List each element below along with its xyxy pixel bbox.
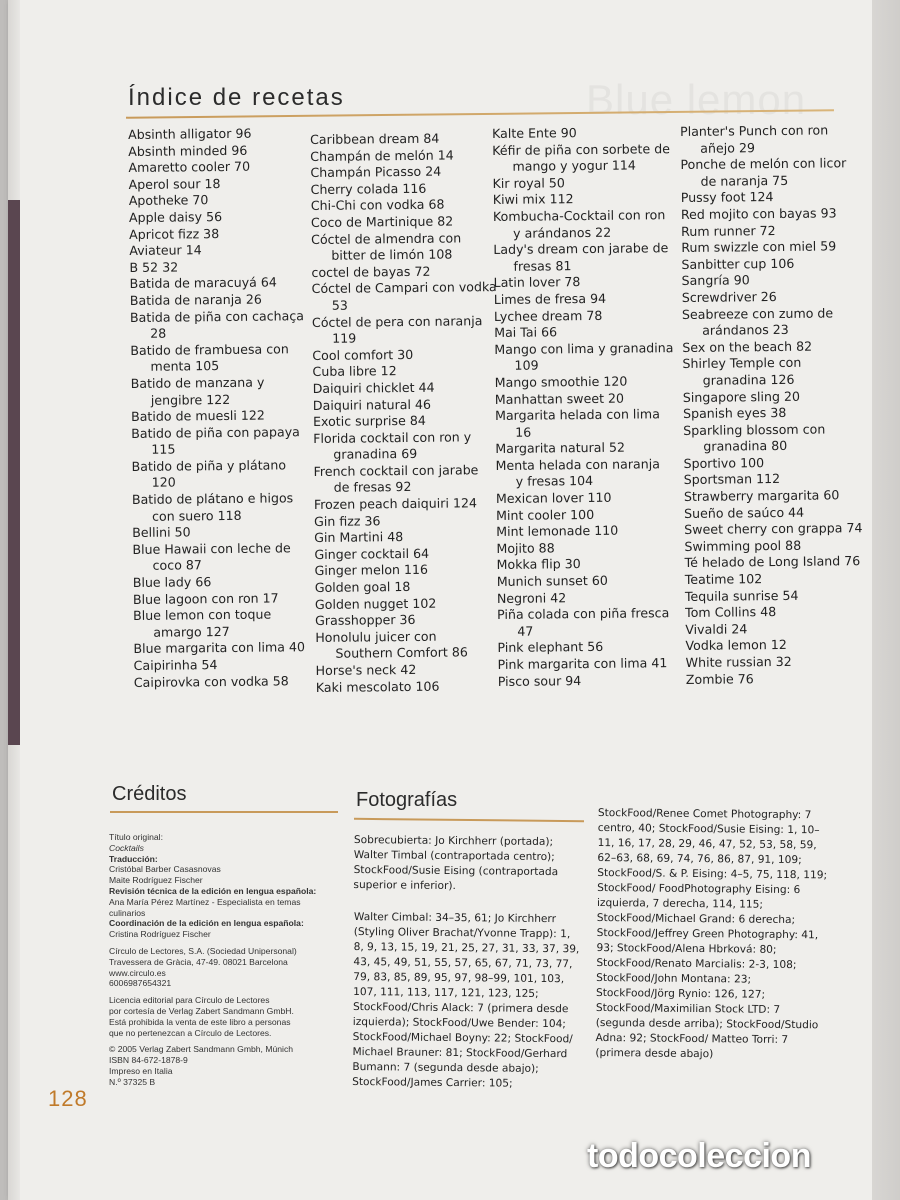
recipe-entry: Daiquiri natural 46 — [312, 396, 432, 413]
credits-title-rule — [110, 811, 338, 813]
recipe-entry: Gin Martini 48 — [314, 529, 404, 546]
recipe-entry: Zombie 76 — [685, 670, 754, 687]
recipe-entry: Sportivo 100 — [683, 455, 765, 471]
spine-color-bar — [8, 200, 20, 745]
recipe-entry: Cóctel de almendra con — [311, 229, 462, 247]
translator: Maite Rodríguez Fischer — [109, 875, 203, 886]
recipe-entry: Teatime 102 — [684, 571, 763, 588]
copyright-line: Impreso en Italia — [109, 1065, 173, 1076]
recipe-entry: Horse's neck 42 — [315, 661, 417, 678]
recipe-entry: Daiquiri chicklet 44 — [312, 379, 435, 396]
recipe-entry: Piña colada con piña fresca — [497, 605, 670, 623]
technical-reviewer: Ana María Pérez Martínez - Especialista en temas culinarios — [109, 896, 301, 918]
recipe-entry: Rum runner 72 — [681, 222, 776, 239]
recipe-entry: Absinth alligator 96 — [128, 125, 252, 142]
index-column-1 — [128, 125, 320, 691]
recipe-entry: Screwdriver 26 — [681, 288, 777, 305]
recipe-entry: Apricot fizz 38 — [129, 225, 220, 242]
recipe-entry: Blue lagoon con ron 17 — [132, 590, 279, 607]
recipe-entry: coctel de bayas 72 — [311, 263, 431, 280]
recipe-entry: Sweet cherry con grappa 74 — [684, 520, 863, 538]
recipe-entry: Mexican lover 110 — [495, 489, 612, 507]
coordination-label: Coordinación de la edición en lengua española: — [109, 918, 304, 929]
recipe-entry: Kaki mescolato 106 — [315, 678, 440, 695]
coordinator: Cristina Rodríguez Fischer — [109, 929, 211, 940]
recipe-entry: Seabreeze con zumo de — [681, 304, 834, 322]
recipe-entry: Blue Hawaii con leche de — [132, 540, 291, 557]
recipe-entry: Cuba libre 12 — [312, 363, 397, 380]
recipe-entry-continuation: arándanos 23 — [702, 321, 789, 338]
recipe-entry: Amaretto cooler 70 — [128, 158, 251, 176]
recipe-entry-continuation: de naranja 75 — [700, 172, 789, 189]
recipe-entry: Tequila sunrise 54 — [684, 587, 799, 604]
recipe-entry-continuation: fresas 81 — [513, 257, 572, 274]
publisher-line: www.circulo.es — [109, 967, 166, 978]
publisher-line: Círculo de Lectores, S.A. (Sociedad Unipersonal) — [109, 945, 297, 956]
recipe-entry-continuation: y fresas 104 — [515, 473, 594, 490]
recipe-entry: Batido de plátano e higos — [131, 490, 294, 508]
recipe-entry: Tom Collins 48 — [685, 604, 777, 621]
index-column-4 — [680, 122, 872, 688]
book-page — [8, 0, 872, 1200]
recipe-entry: Munich sunset 60 — [496, 572, 608, 590]
recipe-entry: Kir royal 50 — [492, 175, 565, 191]
technical-review-label: Revisión técnica de la edición en lengua española: — [109, 885, 317, 896]
watermark-logo: todocoleccion — [587, 1137, 811, 1175]
license-line: Licencia editorial para Círculo de Lectores — [109, 995, 270, 1006]
recipe-entry: Margarita helada con lima — [494, 406, 660, 424]
recipe-entry: Cóctel de pera con naranja — [311, 312, 483, 330]
recipe-entry: Vivaldi 24 — [685, 621, 748, 637]
recipe-entry: Golden goal 18 — [314, 579, 411, 596]
recipe-entry-continuation: granadina 80 — [703, 438, 788, 455]
recipe-entry: Té helado de Long Island 76 — [684, 553, 861, 571]
license-line: por cortesía de Verlag Zabert Sandmann GmbH. — [109, 1005, 294, 1016]
recipe-entry: Mai Tai 66 — [494, 324, 558, 341]
recipe-entry: Sportsman 112 — [683, 471, 781, 488]
recipe-entry: Apotheke 70 — [128, 192, 209, 209]
photos-title: Fotografías — [356, 789, 458, 811]
recipe-entry: Apple daisy 56 — [128, 208, 223, 225]
photo-credits-cover: Sobrecubierta: Jo Kirchherr (portada); Walter Timbal (contraportada centro); StockFood/Susie Eising (contraportada superior e inferior). — [353, 833, 559, 893]
recipe-entry-continuation: con suero 118 — [151, 507, 242, 524]
credits-block — [109, 832, 339, 1088]
recipe-entry: Lychee dream 78 — [493, 307, 603, 324]
recipe-entry: Pink margarita con lima 41 — [497, 655, 668, 672]
recipe-entry: Aviateur 14 — [129, 242, 202, 259]
recipe-entry: Sueño de saúco 44 — [683, 504, 805, 521]
recipe-entry: Batido de manzana y — [130, 374, 265, 391]
recipe-entry: Blue lady 66 — [132, 574, 212, 591]
recipe-entry: Swimming pool 88 — [684, 537, 802, 554]
recipe-entry: Kiwi mix 112 — [492, 191, 574, 208]
recipe-entry: Coco de Martinique 82 — [310, 213, 454, 230]
index-column-2 — [310, 130, 502, 696]
copyright-line: © 2005 Verlag Zabert Sandmann Gmbh, Múnich — [109, 1044, 294, 1055]
recipe-entry: Pussy foot 124 — [680, 189, 774, 206]
recipe-entry-continuation: coco 87 — [152, 557, 202, 574]
publisher-line: 6006987654321 — [109, 978, 172, 989]
recipe-entry: Aperol sour 18 — [128, 175, 221, 192]
copyright-line: ISBN 84-672-1878-9 — [109, 1055, 188, 1066]
recipe-entry-continuation: granadina 69 — [333, 446, 418, 463]
recipe-entry-continuation: 28 — [150, 325, 167, 341]
recipe-entry: Grasshopper 36 — [315, 612, 416, 629]
recipe-entry: Florida cocktail con ron y — [313, 429, 472, 446]
photo-credits-interior-1: Walter Cimbal: 34–35, 61; Jo Kirchherr (Styling Oliver Brachat/Yvonne Trapp): 1, 8, 9, 13, 15, 19, 21, 25, 27, 31, 33, 37, 39, 43, 45, 49, 51, 55, 57, 65, 67, 71, 73, 77, 79, 83, 85, 89, 95, 97, 98–99, 101, 103, 107, 111, 113, 117, 121, 123, 125; StockFood/Chris Alack: 7 (primera desde izquierda); StockFood/Uwe Bender: 104; StockFood/Michael Boyny: 22; StockFood/ Michael Brauner: 81; StockFood/Gerhard Bumann: 7 (segunda desde abajo); StockFood/James Carrier: 105; — [352, 910, 580, 1090]
recipe-entry-continuation: 119 — [332, 330, 357, 346]
recipe-entry: Mint cooler 100 — [495, 506, 595, 523]
recipe-entry: Champán Picasso 24 — [310, 163, 442, 181]
recipe-entry: Menta helada con naranja — [495, 456, 660, 473]
recipe-entry: French cocktail con jarabe — [313, 462, 479, 479]
publisher-line: Travessera de Gràcia, 47-49. 08021 Barcelona — [109, 956, 288, 967]
recipe-entry: Margarita natural 52 — [495, 439, 626, 457]
recipe-entry: Mojito 88 — [496, 540, 555, 556]
recipe-entry: Exotic surprise 84 — [312, 412, 426, 430]
recipe-entry-continuation: añejo 29 — [700, 139, 756, 156]
recipe-entry-continuation: bitter de limón 108 — [331, 246, 453, 263]
recipe-entry: Batida de maracuyá 64 — [129, 274, 277, 292]
recipe-entry: Batida de piña con cachaça — [129, 307, 305, 325]
recipe-entry: Sangría 90 — [681, 272, 750, 289]
recipe-entry: Ponche de melón con licor — [680, 155, 847, 173]
recipe-entry-continuation: 115 — [151, 441, 176, 458]
translator: Cristóbal Barber Casasnovas — [109, 864, 221, 875]
recipe-entry: Golden nugget 102 — [314, 595, 437, 612]
photo-credits-interior-2: StockFood/Renee Comet Photography: 7 centro, 40; StockFood/Susie Eising: 1, 10–11, 16, 17, 28, 29, 46, 47, 52, 53, 58, 59, 62–63, 68, 69, 74, 76, 86, 87, 91, 109; StockFood/S. & P. Eising: 4–5, 75, 118, 119; StockFood/ FoodPhotography Eising: 6 izquierda, 7 derecha, 114, 115; StockFood/Michael Grand: 6 derecha; StockFood/Jeffrey Green Photography: 41, 93; StockFood/Alena Hbrková: 80; StockFood/Renato Marcialis: 2-3, 108; StockFood/John Montana: 23; StockFood/Jörg Rynio: 126, 127; StockFood/Maximilian Stock LTD: 7 (segunda desde arriba); StockFood/Studio Adna: 92; StockFood/ Matteo Torri: 7 (primera desde abajo) — [595, 806, 828, 1061]
recipe-entry: Sanbitter cup 106 — [681, 255, 795, 272]
recipe-entry: Mint lemonade 110 — [496, 522, 619, 540]
recipe-entry: Ginger cocktail 64 — [314, 545, 430, 562]
page-number: 128 — [48, 1086, 88, 1111]
recipe-entry: Latin lover 78 — [493, 274, 581, 291]
recipe-entry: Planter's Punch con ron — [680, 122, 829, 139]
recipe-entry: Pink elephant 56 — [497, 639, 604, 656]
recipe-entry: Cool comfort 30 — [312, 346, 414, 363]
recipe-entry-continuation: de fresas 92 — [333, 479, 412, 496]
recipe-entry-continuation: 120 — [151, 474, 176, 491]
recipe-entry: Negroni 42 — [496, 589, 567, 606]
recipe-entry: Cherry colada 116 — [310, 180, 427, 197]
recipe-entry: Rum swizzle con miel 59 — [681, 238, 837, 256]
recipe-entry: White russian 32 — [685, 653, 792, 670]
photos-title-rule — [354, 818, 584, 822]
license-line: que no pertenezcan a Círculo de Lectores. — [109, 1027, 272, 1038]
recipe-entry: Sex on the beach 82 — [682, 338, 813, 355]
recipe-entry-continuation: granadina 126 — [702, 371, 795, 388]
recipe-entry: Frozen peach daiquiri 124 — [313, 495, 478, 513]
recipe-entry: Mango con lima y granadina — [494, 339, 674, 357]
recipe-entry-continuation: Southern Comfort 86 — [335, 644, 468, 662]
recipe-entry-continuation: 109 — [514, 357, 539, 374]
recipe-entry: Spanish eyes 38 — [682, 404, 787, 422]
recipe-entry: Batido de muesli 122 — [130, 407, 265, 425]
recipe-entry-continuation: mango y yogur 114 — [512, 157, 636, 174]
recipe-entry: Blue margarita con lima 40 — [133, 639, 306, 657]
recipe-entry: Cóctel de Campari con vodka — [311, 279, 497, 297]
recipe-entry: B 52 32 — [129, 259, 179, 275]
recipe-entry: Gin fizz 36 — [313, 512, 381, 529]
license-line: Está prohibida la venta de este libro a personas — [109, 1016, 291, 1027]
recipe-entry-continuation: jengibre 122 — [150, 391, 231, 408]
recipe-entry-continuation: 47 — [517, 623, 534, 639]
recipe-entry: Kalte Ente 90 — [492, 125, 577, 141]
index-title: Índice de recetas — [128, 84, 345, 111]
recipe-entry: Manhattan sweet 20 — [494, 390, 625, 407]
recipe-entry: Vodka lemon 12 — [685, 637, 787, 654]
recipe-entry-continuation: y arándanos 22 — [513, 224, 612, 241]
recipe-entry-continuation: 16 — [515, 424, 532, 440]
recipe-entry: Honolulu juicer con — [315, 628, 437, 645]
original-title-label: Título original: — [109, 832, 163, 842]
recipe-entry: Lady's dream con jarabe de — [493, 240, 669, 258]
recipe-entry: Ginger melon 116 — [314, 562, 429, 579]
recipe-entry: Bellini 50 — [132, 524, 191, 541]
recipe-entry: Shirley Temple con — [682, 355, 802, 372]
credits-title: Créditos — [112, 783, 187, 805]
recipe-entry: Caribbean dream 84 — [310, 130, 440, 147]
recipe-entry: Batido de frambuesa con — [130, 341, 289, 358]
recipe-entry: Batido de piña con papaya — [131, 423, 300, 441]
translation-label: Traducción: — [109, 853, 158, 864]
recipe-entry: Blue lemon con toque — [133, 606, 272, 624]
copyright-line: N.º 37325 B — [109, 1076, 156, 1087]
recipe-entry: Limes de fresa 94 — [493, 290, 607, 307]
recipe-entry: Batido de piña y plátano — [131, 457, 287, 474]
recipe-entry: Kéfir de piña con sorbete de — [492, 140, 670, 158]
recipe-entry-continuation: amargo 127 — [153, 623, 230, 640]
recipe-entry: Mango smoothie 120 — [494, 373, 628, 390]
adjacent-page-edge — [872, 0, 900, 1200]
recipe-entry: Singapore sling 20 — [682, 388, 801, 405]
recipe-entry-continuation: 53 — [331, 297, 348, 313]
original-title: Cocktails — [109, 842, 144, 853]
recipe-entry: Strawberry margarita 60 — [683, 487, 840, 505]
recipe-entry: Caipirovka con vodka 58 — [133, 672, 289, 690]
recipe-entry: Chi-Chi con vodka 68 — [310, 196, 445, 214]
recipe-entry-continuation: menta 105 — [150, 358, 220, 375]
recipe-entry: Batida de naranja 26 — [129, 291, 262, 308]
recipe-entry: Mokka flip 30 — [496, 556, 581, 573]
recipe-entry: Caipirinha 54 — [133, 657, 218, 673]
recipe-entry: Sparkling blossom con — [683, 421, 826, 438]
recipe-entry: Kombucha-Cocktail con ron — [492, 207, 666, 224]
recipe-entry: Pisco sour 94 — [497, 672, 582, 689]
recipe-entry: Champán de melón 14 — [310, 147, 454, 164]
index-column-3 — [492, 124, 684, 690]
ghost-text: Blue lemon — [586, 76, 807, 123]
recipe-entry: Absinth minded 96 — [128, 142, 248, 159]
recipe-entry: Red mojito con bayas 93 — [680, 205, 837, 222]
